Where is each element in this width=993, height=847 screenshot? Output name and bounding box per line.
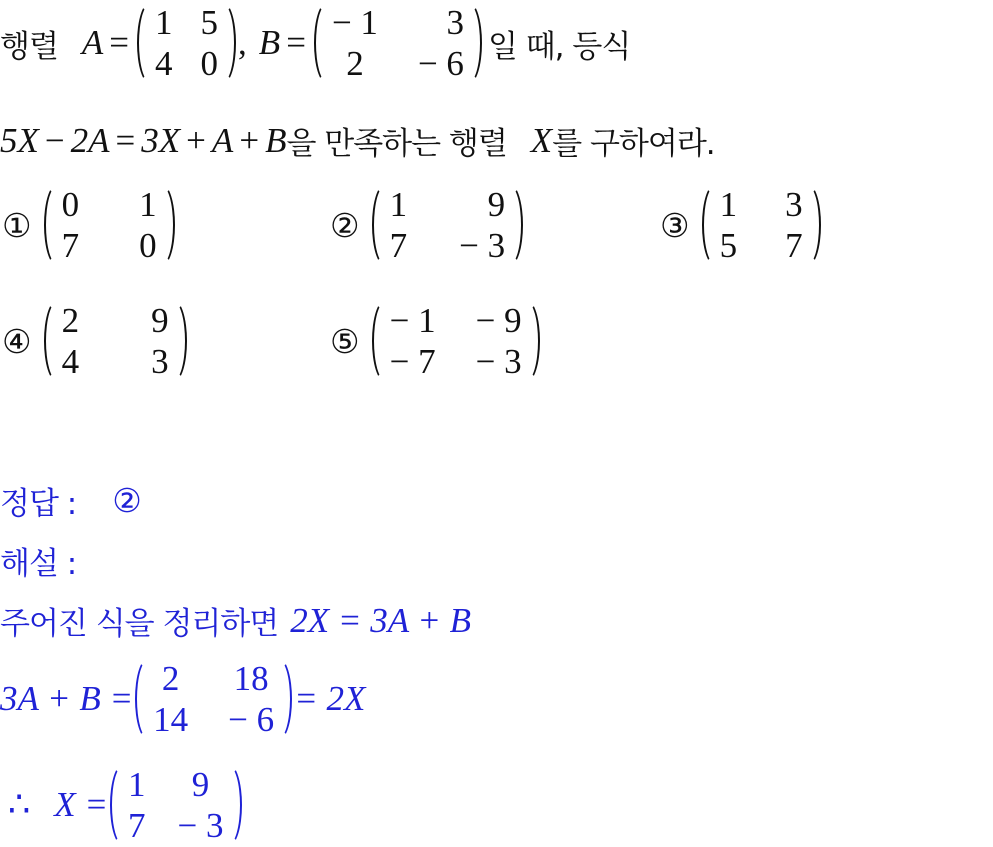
solution-label: 해설 : [0,546,77,582]
matrix-a-cell: 1 [155,3,173,42]
matrix-a-cell: 5 [200,3,219,42]
option-matrix [44,300,187,382]
option-cell: 1 [389,185,408,224]
option-cell: − 9 [475,301,522,340]
solution-cell: 7 [128,806,146,845]
option-cell: 1 [719,185,738,224]
matrix-b-cell: − 1 [331,3,378,42]
eq-term: B [265,120,287,160]
answer-label: 정답 : [0,486,77,522]
option-5[interactable] [330,300,542,382]
condition-text: 을 만족하는 행렬 [286,126,507,162]
option-matrix [372,184,524,266]
matrix-x-name: X [530,120,553,160]
equals-sign: = [286,23,306,62]
option-marker: ⑤ [330,321,360,361]
option-cell: − 3 [475,342,522,381]
option-cell: 7 [785,226,803,265]
eq-term: A [211,120,234,160]
solution-text: 주어진 식을 정리하면 [0,606,279,642]
option-cell: − 1 [389,301,436,340]
solution-cell: 2 [161,659,180,698]
option-cell: 9 [151,301,169,340]
matrix-a-cell: 4 [155,44,173,83]
eq-operator: = [115,120,136,160]
solution-line-1 [0,598,471,643]
option-2[interactable] [330,184,525,266]
eq-term: 5X [0,120,39,160]
option-cell: 4 [61,342,80,381]
option-cell: 7 [61,226,80,265]
solution-lhs: 3A + B = [0,679,134,718]
matrix-a-cell: 0 [200,44,219,83]
option-3[interactable] [660,184,823,266]
answer-value: ② [112,481,142,520]
option-marker: ③ [660,205,690,245]
therefore-symbol: ∴ [8,785,31,824]
answer-line [0,478,152,523]
question-text: 를 구하여라. [552,126,715,162]
option-cell: − 7 [389,342,436,381]
solution-cell: 1 [128,765,146,804]
solution-matrix [135,658,292,740]
solution-cell: 18 [233,659,269,698]
option-matrix [702,184,821,266]
option-cell: 9 [487,185,506,224]
matrix-word: 행렬 [0,28,58,65]
option-cell: 2 [61,301,80,340]
solution-cell: − 3 [177,806,224,845]
matrix-b-cell: 2 [346,44,364,83]
matrix-a-name: A [81,23,104,62]
solution-line-2 [0,658,365,740]
eq-operator: + [239,120,260,160]
eq-term: 3X [141,120,181,160]
option-marker: ② [330,205,360,245]
matrix-b [314,2,482,84]
eq-operator: + [186,120,206,160]
solution-line-3 [0,764,244,846]
solution-label-line [0,538,76,583]
matrix-b-cell: 3 [446,3,464,42]
solution-cell: 9 [191,765,210,804]
solution-matrix [110,764,242,846]
matrix-b-cell: − 6 [417,44,464,83]
option-marker: ④ [2,321,32,361]
option-cell: 0 [139,226,157,265]
matrix-a [137,2,236,84]
option-cell: 3 [785,185,803,224]
option-marker: ① [2,205,32,245]
option-cell: 0 [61,185,80,224]
option-4[interactable] [2,300,189,382]
solution-cell: 14 [153,700,189,739]
option-cell: 3 [151,342,169,381]
option-cell: 1 [139,185,157,224]
eq-operator: − [44,120,65,160]
solution-equation: 2X = 3A + B [290,600,471,640]
problem-line-2 [0,118,715,163]
option-1[interactable] [2,184,177,266]
problem-line-1 [0,2,630,84]
option-cell: − 3 [459,226,506,265]
solution-rhs: = 2X [294,679,366,718]
when-text: 일 때, 등식 [487,28,631,65]
solution-cell: − 6 [228,700,275,739]
option-cell: 5 [719,226,738,265]
comma: , [238,23,247,62]
option-matrix [44,184,175,266]
matrix-b-name: B [258,23,281,62]
solution-lhs: X = [54,785,109,824]
option-matrix [372,300,540,382]
option-cell: 7 [389,226,408,265]
eq-term: 2A [70,120,110,160]
equals-sign: = [109,23,130,62]
